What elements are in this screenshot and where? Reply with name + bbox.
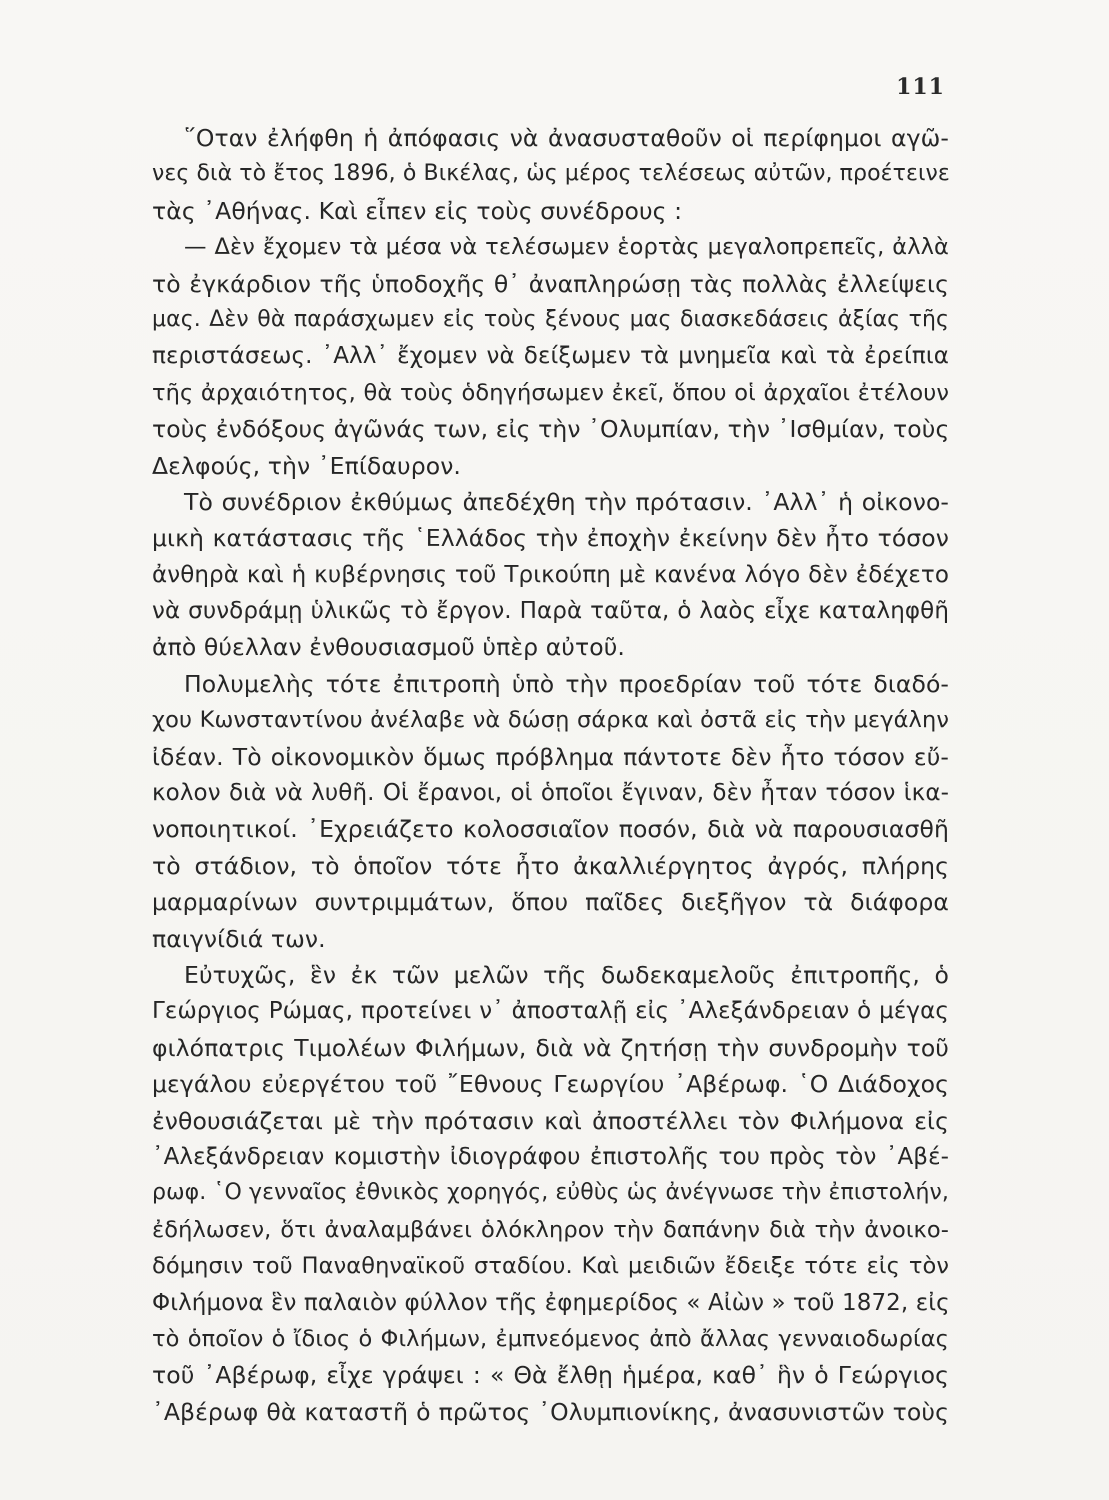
text-line: ἐδήλωσεν, ὅτι ἀναλαμβάνει ὁλόκληρον τὴν δαπάνην διὰ τὴν ἀνοικο-	[152, 1216, 949, 1243]
text-line: νοποιητικοί. ᾿Εχρειάζετο κολοσσιαῖον ποσόν, διὰ νὰ παρουσιασθῆ	[152, 815, 949, 844]
text-line: Τὸ συνέδριον ἐκθύμως ἀπεδέχθη τὴν πρότασιν. ᾿Αλλ᾿ ἡ οἰκονο-	[184, 487, 949, 516]
text-line: μας. Δὲν θὰ παράσχωμεν εἰς τοὺς ξένους μας διασκεδάσεις ἀξίας τῆς	[152, 306, 949, 332]
text-line: παιγνίδιά των.	[152, 924, 326, 953]
text-line: — Δὲν ἔχομεν τὰ μέσα νὰ τελέσωμεν ἑορτὰς μεγαλοπρεπεῖς, ἀλλὰ	[184, 234, 949, 261]
text-line: Δελφούς, τὴν ᾿Επίδαυρον.	[152, 451, 461, 480]
text-line: τὸ στάδιον, τὸ ὁποῖον τότε ἦτο ἀκαλλιέργητος ἀγρός, πλήρης	[152, 851, 949, 880]
text-line: χου Κωνσταντίνου ἀνέλαβε νὰ δώσῃ σάρκα καὶ ὀστᾶ εἰς τὴν μεγάλην	[152, 707, 949, 734]
text-line: Φιλήμονα ἓν παλαιὸν φύλλον τῆς ἐφημερίδος « Αἰὼν » τοῦ 1872, εἰς	[152, 1289, 950, 1316]
text-line: περιστάσεως. ᾿Αλλ᾿ ἔχομεν νὰ δείξωμεν τὰ μνημεῖα καὶ τὰ ἐρείπια	[152, 343, 949, 370]
text-line: ἀνθηρὰ καὶ ἡ κυβέρνησις τοῦ Τρικούπη μὲ κανένα λόγο δὲν ἐδέχετο	[152, 561, 949, 588]
text-line: τὸ ἐγκάρδιον τῆς ὑποδοχῆς θ᾿ ἀναπληρώσῃ τὰς πολλὰς ἐλλείψεις	[152, 269, 949, 298]
text-line: μαρμαρίνων συντριμμάτων, ὅπου παῖδες διεξῆγον τὰ διάφορα	[152, 888, 949, 917]
text-line: ᾿Αβέρωφ θὰ καταστῆ ὁ πρῶτος ᾿Ολυμπιονίκης, ἀνασυνιστῶν τοὺς	[152, 1397, 949, 1426]
text-line: ᾿Αλεξάνδρειαν κομιστὴν ἰδιογράφου ἐπιστολῆς του πρὸς τὸν ᾿Αβέ-	[152, 1143, 949, 1170]
page-number: 111	[896, 74, 945, 100]
text-line: ῞Οταν ἐλήφθη ἡ ἀπόφασις νὰ ἀνασυσταθοῦν οἱ περίφημοι αγῶ-	[184, 124, 949, 152]
text-line: ρωφ. ῾Ο γενναῖος ἐθνικὸς χορηγός, εὐθὺς ὡς ἀνέγνωσε τὴν ἐπιστολήν,	[152, 1180, 949, 1206]
text-line: δόμησιν τοῦ Παναθηναϊκοῦ σταδίου. Καὶ μειδιῶν ἔδειξε τότε εἰς τὸν	[152, 1253, 949, 1280]
text-line: νες διὰ τὸ ἔτος 1896, ὁ Βικέλας, ὡς μέρος τελέσεως αὐτῶν, προέτεινε	[152, 161, 950, 187]
text-line: ἀπὸ θύελλαν ἐνθουσιασμοῦ ὑπὲρ αὐτοῦ.	[152, 633, 625, 662]
text-line: ἰδέαν. Τὸ οἰκονομικὸν ὅμως πρόβλημα πάντοτε δὲν ἦτο τόσον εὔ-	[152, 742, 949, 771]
text-line: μεγάλου εὐεργέτου τοῦ ῎Εθνους Γεωργίου ᾿Αβέρωφ. ῾Ο Διάδοχος	[152, 1070, 949, 1099]
text-line: φιλόπατρις Τιμολέων Φιλήμων, διὰ νὰ ζητήσῃ τὴν συνδρομὴν τοῦ	[152, 1033, 949, 1062]
text-line: Πολυμελὴς τότε ἐπιτροπὴ ὑπὸ τὴν προεδρίαν τοῦ τότε διαδό-	[184, 669, 949, 698]
body-text	[152, 120, 949, 1430]
text-line: τὰς ᾿Αθήνας. Καὶ εἶπεν εἰς τοὺς συνέδρους :	[152, 196, 683, 225]
text-line: τὸ ὁποῖον ὁ ἴδιος ὁ Φιλήμων, ἐμπνεόμενος ἀπὸ ἄλλας γενναιοδωρίας	[152, 1325, 949, 1352]
text-line: ἐνθουσιάζεται μὲ τὴν πρότασιν καὶ ἀποστέλλει τὸν Φιλήμονα εἰς	[152, 1106, 949, 1135]
text-line: νὰ συνδράμῃ ὑλικῶς τὸ ἔργον. Παρὰ ταῦτα, ὁ λαὸς εἶχε καταληφθῆ	[152, 598, 949, 625]
text-line: τοὺς ἐνδόξους ἀγῶνάς των, εἰς τὴν ᾿Ολυμπίαν, τὴν ᾿Ισθμίαν, τοὺς	[152, 415, 950, 444]
text-line: τοῦ ᾿Αβέρωφ, εἶχε γράψει : « Θὰ ἔλθῃ ἡμέρα, καθ᾿ ἣν ὁ Γεώργιος	[152, 1361, 949, 1390]
text-line: κολον διὰ νὰ λυθῆ. Οἱ ἔρανοι, οἱ ὁποῖοι ἔγιναν, δὲν ἦταν τόσον ἱκα-	[152, 780, 949, 807]
text-line: τῆς ἀρχαιότητος, θὰ τοὺς ὁδηγήσωμεν ἐκεῖ, ὅπου οἱ ἀρχαῖοι ἐτέλουν	[152, 379, 949, 406]
text-line: Εὐτυχῶς, ἓν ἐκ τῶν μελῶν τῆς δωδεκαμελοῦς ἐπιτροπῆς, ὁ	[184, 960, 949, 989]
text-line: μικὴ κατάστασις τῆς ῾Ελλάδος τὴν ἐποχὴν ἐκείνην δὲν ἦτο τόσον	[152, 524, 949, 553]
text-line: Γεώργιος Ρώμας, προτείνει ν᾿ ἀποσταλῇ εἰς ᾿Αλεξάνδρειαν ὁ μέγας	[152, 998, 949, 1025]
